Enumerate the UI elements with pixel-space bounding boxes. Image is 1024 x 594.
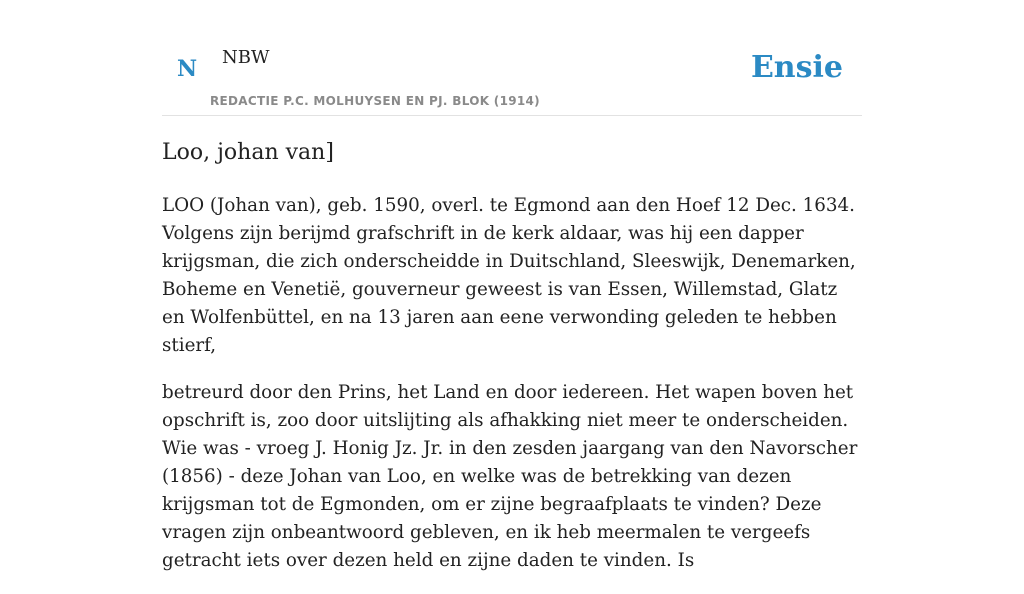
article-paragraph: LOO (Johan van), geb. 1590, overl. te Egmond aan den Hoef 12 Dec. 1634. Volgens zijn berijmd grafschrift in de kerk aldaar, was hij een dapper krijgsman, die zich onderscheidde in Duitschland, Sleeswijk, Denemarken, Boheme en Venetië, gouverneur geweest is van Essen, Willemstad, Glatz en Wolfenbüttel, en na 13 jaren aan eene verwonding geleden te hebben stierf, [162,195,856,356]
page-header [162,0,862,116]
ensie-brand-logo[interactable]: Ensie [750,50,843,85]
article-body [162,192,862,594]
source-logo-icon[interactable]: N [177,56,198,82]
article-title: Loo, johan van] [162,140,334,165]
source-editors: REDACTIE P.C. MOLHUYSEN EN PJ. BLOK (1914) [210,94,540,108]
article-paragraph: betreurd door den Prins, het Land en door iedereen. Het wapen boven het opschrift is, zoo door uitslijting als afhakking niet meer te onderscheiden. Wie was - vroeg J. Honig Jz. Jr. in den zesden jaargang van den Navorscher (1856) - deze Johan van Loo, en welke was de betrekking van dezen krijgsman tot de Egmonden, om er zijne begraafplaats te vinden? Deze vragen zijn onbeantwoord gebleven, en ik heb meermalen te vergeefs getracht iets over dezen held en zijne daden te vinden. Is [162,382,858,571]
source-name-link[interactable]: NBW [222,47,270,68]
